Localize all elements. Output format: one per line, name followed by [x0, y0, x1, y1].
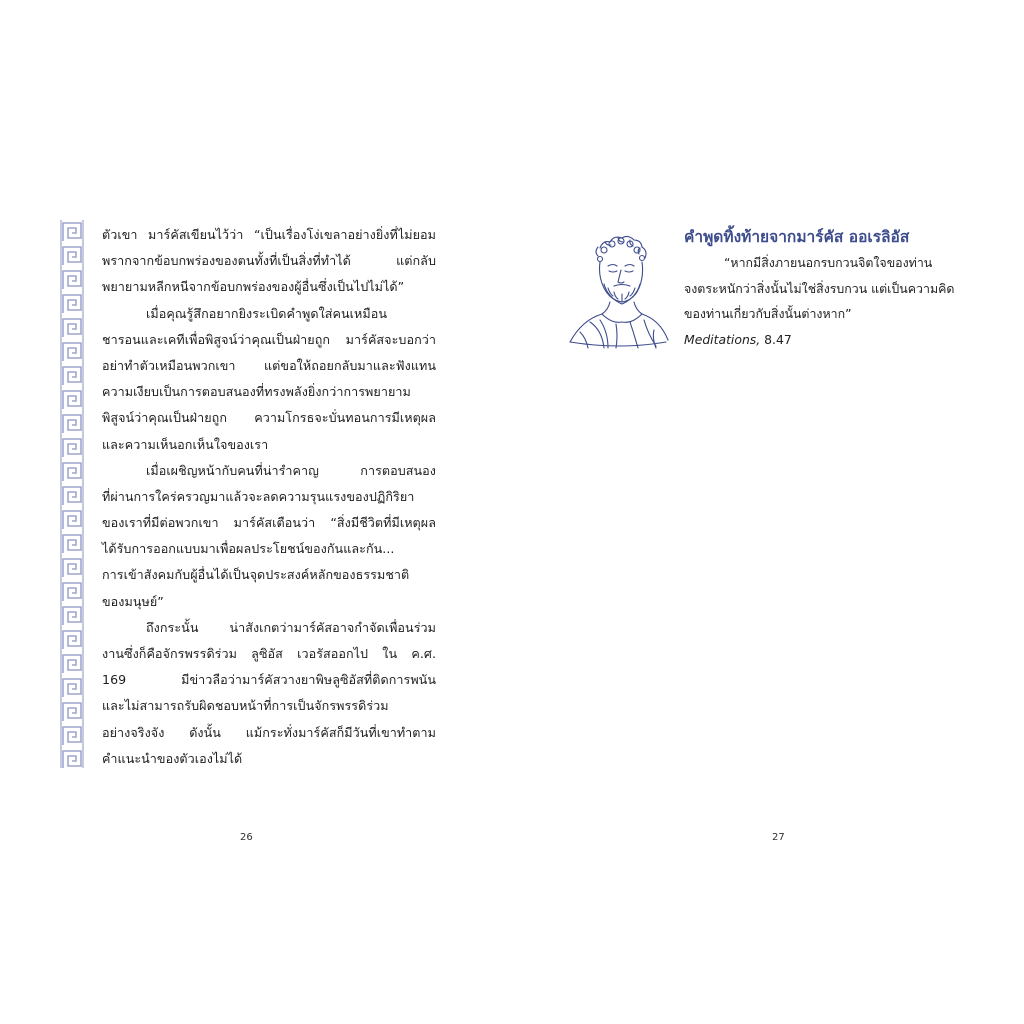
marcus-aurelius-bust-illustration: [560, 226, 672, 350]
body-line: การเข้าสังคมกับผู้อื่นได้เป็นจุดประสงค์หลักของธรรมชาติ: [102, 567, 410, 583]
body-line: และความเห็นอกเห็นใจของเรา: [102, 436, 269, 452]
body-line: ที่ผ่านการใคร่ครวญมาแล้วจะลดความรุนแรงของปฏิกิริยา: [102, 488, 415, 504]
body-line: 169 มีข่าวลือว่ามาร์คัสวางยาพิษลูซิอัสที่ติดการพนัน: [102, 672, 436, 688]
quote-line: “หากมีสิ่งภายนอกรบกวนจิตใจของท่าน: [724, 255, 933, 270]
greek-key-border: [60, 220, 84, 768]
left-page-body-text: [102, 222, 436, 772]
quote-block: [684, 250, 964, 352]
quote-line: จงตระหนักว่าสิ่งนั้นไม่ใช่สิ่งรบกวน แต่เป็นความคิด: [684, 280, 955, 296]
body-line: พิสูจน์ว่าคุณเป็นฝ่ายถูก ความโกรธจะบั่นทอนการมีเหตุผล: [102, 410, 436, 426]
body-line: อย่างจริงจัง ดังนั้น แม้กระทั่งมาร์คัสก็มีวันที่เขาทำตาม: [102, 724, 436, 740]
body-line: และไม่สามารถรับผิดชอบหน้าที่การเป็นจักรพรรดิร่วม: [102, 698, 389, 714]
body-line: ถึงกระนั้น น่าสังเกตว่ามาร์คัสอาจกำจัดเพื่อนร่วม: [146, 619, 436, 635]
body-line: ชารอนและเคทีเพื่อพิสูจน์ว่าคุณเป็นฝ่ายถูก มาร์คัสจะบอกว่า: [102, 331, 436, 347]
page-number-left: 26: [240, 832, 253, 843]
body-line: พยายามหลีกหนีจากข้อบกพร่องของผู้อื่นซึ่งเป็นไปไม่ได้”: [102, 279, 405, 295]
body-line: ของมนุษย์”: [102, 593, 164, 609]
body-line: อย่าทำตัวเหมือนพวกเขา แต่ขอให้ถอยกลับมาและฟังแทน: [102, 357, 436, 373]
body-line: ตัวเขา มาร์คัสเขียนไว้ว่า “เป็นเรื่องโง่เขลาอย่างยิ่งที่ไม่ยอม: [102, 227, 436, 242]
body-line: คำแนะนำของตัวเองไม่ได้: [102, 750, 243, 766]
body-line: ของเราที่มีต่อพวกเขา มาร์คัสเตือนว่า “สิ่งมีชีวิตที่มีเหตุผล: [102, 515, 436, 531]
page-number-right: 27: [772, 832, 785, 843]
source-reference: 8.47: [760, 331, 792, 347]
body-line: ได้รับการออกแบบมาเพื่อผลประโยชน์ของกันและกัน...: [102, 541, 395, 557]
body-line: เมื่อเผชิญหน้ากับคนที่น่ารำคาญ การตอบสนอง: [146, 462, 436, 478]
body-line: งานซึ่งก็คือจักรพรรดิร่วม ลูซิอัส เวอรัสออกไป ใน ค.ศ.: [102, 646, 436, 661]
quote-title: คำพูดทิ้งท้ายจากมาร์คัส ออเรลิอัส: [684, 228, 910, 246]
body-line: พรากจากข้อบกพร่องของตนทั้งที่เป็นสิ่งที่ทำได้ แต่กลับ: [102, 253, 436, 269]
body-line: เมื่อคุณรู้สึกอยากยิงระเบิดคำพูดใส่คนเหมือน: [146, 305, 388, 321]
quote-line: ของท่านเกี่ยวกับสิ่งนั้นต่างหาก”: [684, 306, 852, 321]
quote-source: [684, 327, 964, 353]
body-line: ความเงียบเป็นการตอบสนองที่ทรงพลังยิ่งกว่าการพยายาม: [102, 384, 411, 400]
source-title: Meditations,: [684, 331, 761, 347]
